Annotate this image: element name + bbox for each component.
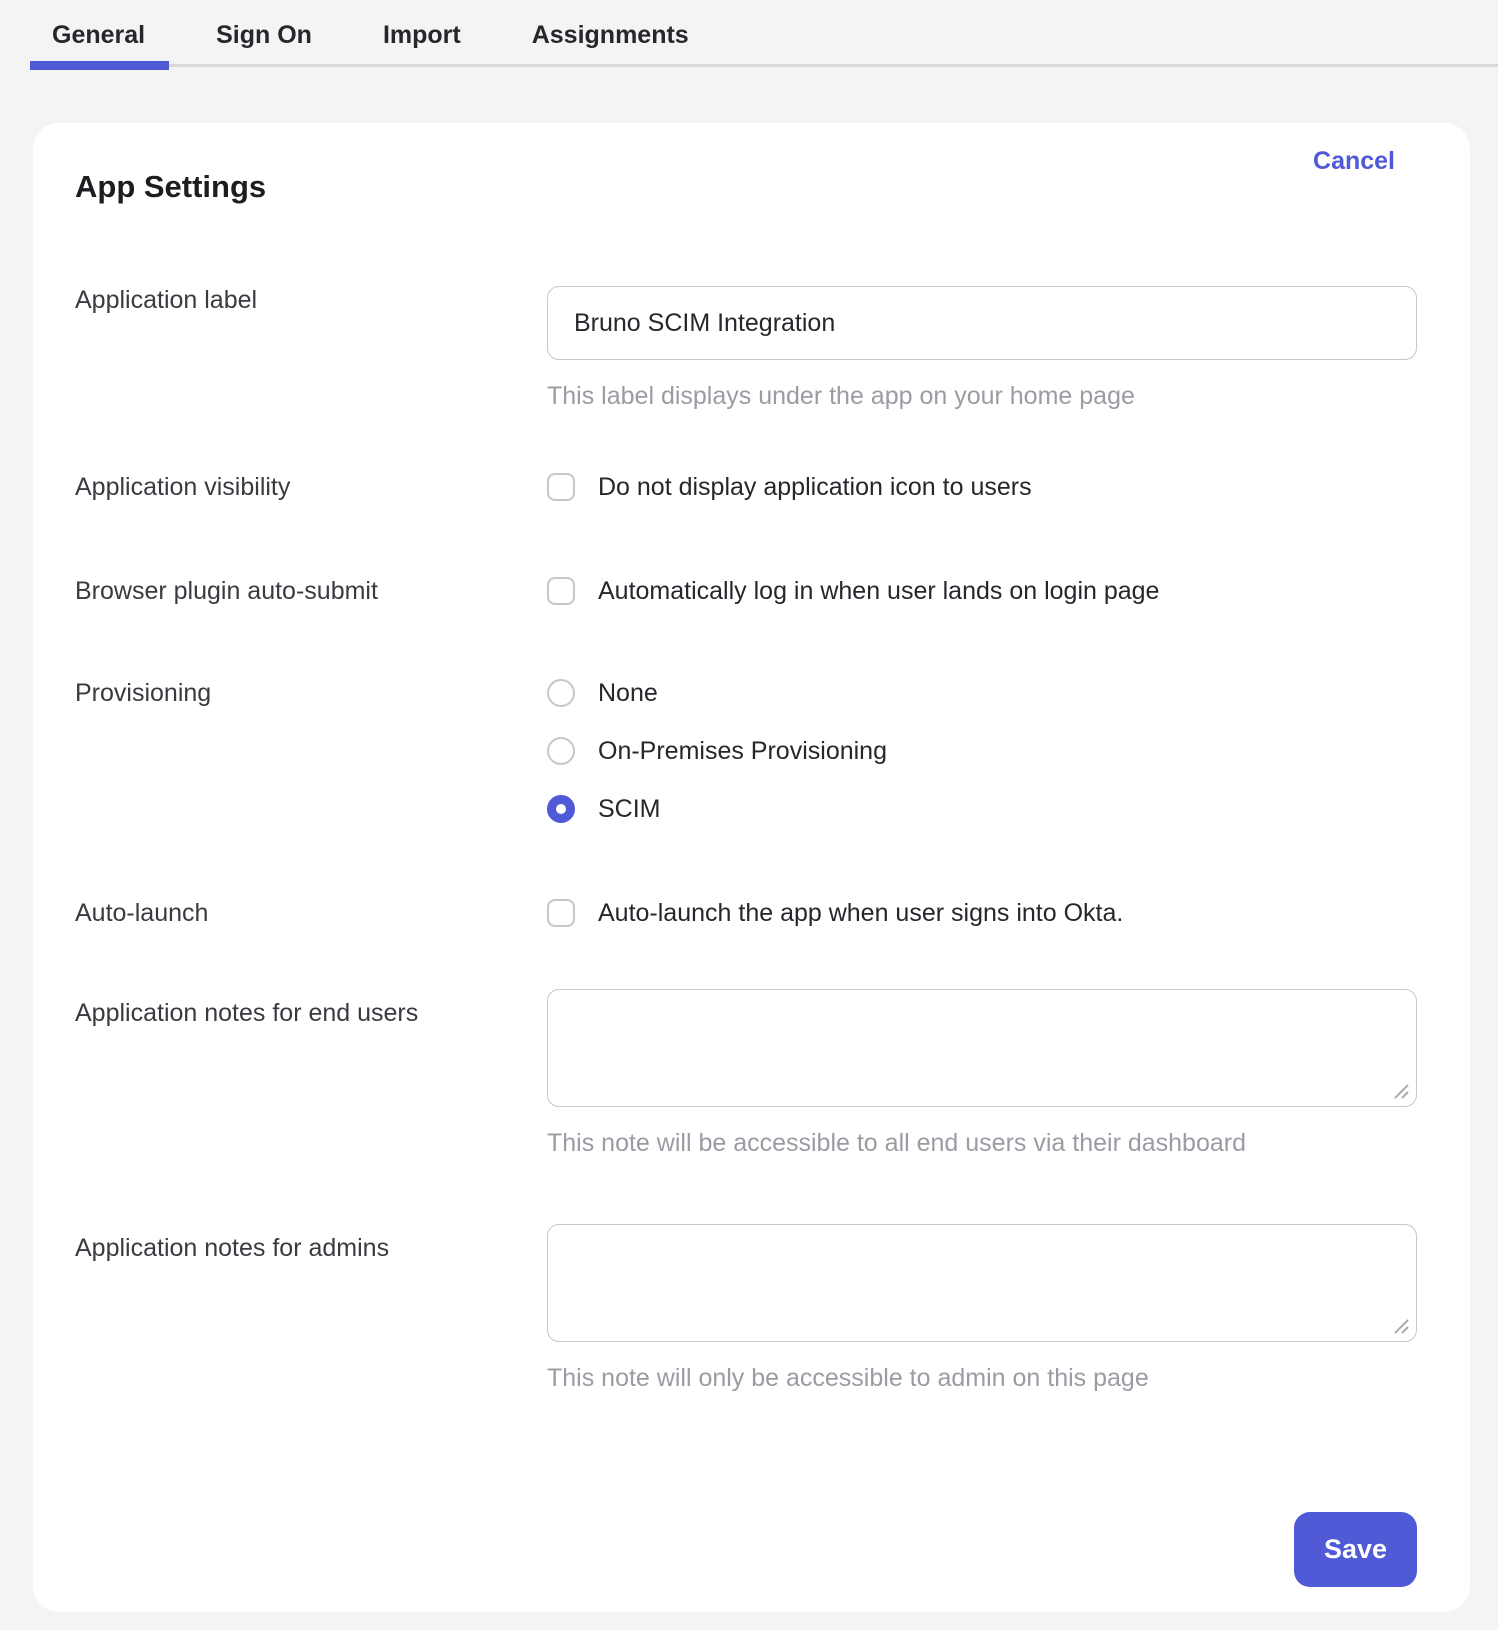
- auto-launch-row: [75, 899, 1417, 927]
- notes-admins-textarea-wrap: [547, 1224, 1417, 1342]
- application-visibility-checkbox[interactable]: [547, 473, 575, 501]
- notes-end-users-label: Application notes for end users: [75, 999, 419, 1027]
- provisioning-none-label: None: [598, 679, 658, 707]
- auto-launch-option: [547, 899, 1417, 927]
- save-button[interactable]: Save: [1294, 1512, 1417, 1587]
- auto-launch-option-label: Auto-launch the app when user signs into Okta.: [598, 899, 1124, 927]
- notes-admins-help: This note will only be accessible to admin on this page: [547, 1364, 1149, 1392]
- provisioning-option-on-premises: [547, 737, 1417, 765]
- provisioning-row: [75, 679, 1417, 823]
- provisioning-options: [547, 679, 1417, 823]
- application-label-row: [75, 286, 1417, 411]
- auto-launch-label: Auto-launch: [75, 899, 209, 927]
- tab-bar: [0, 0, 1498, 71]
- browser-plugin-option-label: Automatically log in when user lands on login page: [598, 577, 1160, 605]
- provisioning-on-premises-radio[interactable]: [547, 737, 575, 765]
- notes-admins-control: [547, 1224, 1417, 1393]
- provisioning-option-scim: [547, 795, 1417, 823]
- tab-general[interactable]: [52, 0, 145, 71]
- notes-admins-row: [75, 1224, 1417, 1393]
- notes-end-users-control: [547, 989, 1417, 1158]
- provisioning-label: Provisioning: [75, 679, 212, 707]
- application-label-label: Application label: [75, 286, 258, 314]
- notes-end-users-textarea[interactable]: [547, 989, 1417, 1107]
- auto-launch-checkbox[interactable]: [547, 899, 575, 927]
- application-visibility-label: Application visibility: [75, 473, 291, 501]
- browser-plugin-option: [547, 577, 1417, 605]
- notes-admins-textarea[interactable]: [547, 1224, 1417, 1342]
- tab-general-label: General: [52, 21, 146, 49]
- application-label-input[interactable]: [547, 286, 1417, 360]
- provisioning-none-radio[interactable]: [547, 679, 575, 707]
- tab-import-label: Import: [382, 21, 461, 49]
- tab-sign-on[interactable]: [216, 0, 312, 71]
- application-label-help: This label displays under the app on your home page: [547, 382, 1135, 410]
- notes-admins-label: Application notes for admins: [75, 1234, 390, 1262]
- page-title: App Settings: [75, 169, 267, 204]
- browser-plugin-row: [75, 577, 1417, 605]
- application-visibility-option-label: Do not display application icon to users: [598, 473, 1032, 501]
- provisioning-scim-radio[interactable]: [547, 795, 575, 823]
- application-visibility-option: [547, 473, 1417, 501]
- card-actions: [75, 1452, 1417, 1587]
- tab-sign-on-label: Sign On: [216, 21, 312, 49]
- notes-end-users-textarea-wrap: [547, 989, 1417, 1107]
- tab-assignments[interactable]: [532, 0, 689, 71]
- notes-end-users-help: This note will be accessible to all end users via their dashboard: [547, 1129, 1246, 1157]
- browser-plugin-checkbox[interactable]: [547, 577, 575, 605]
- app-settings-card: [33, 123, 1470, 1612]
- application-visibility-row: [75, 473, 1417, 501]
- provisioning-on-premises-label: On-Premises Provisioning: [598, 737, 887, 765]
- notes-end-users-row: [75, 989, 1417, 1158]
- browser-plugin-label: Browser plugin auto-submit: [75, 577, 378, 605]
- tab-import[interactable]: [383, 0, 461, 71]
- application-label-control: [547, 286, 1417, 411]
- cancel-link[interactable]: Cancel: [1313, 147, 1395, 175]
- tab-assignments-label: Assignments: [531, 21, 689, 49]
- provisioning-option-none: [547, 679, 1417, 707]
- provisioning-scim-label: SCIM: [598, 795, 661, 823]
